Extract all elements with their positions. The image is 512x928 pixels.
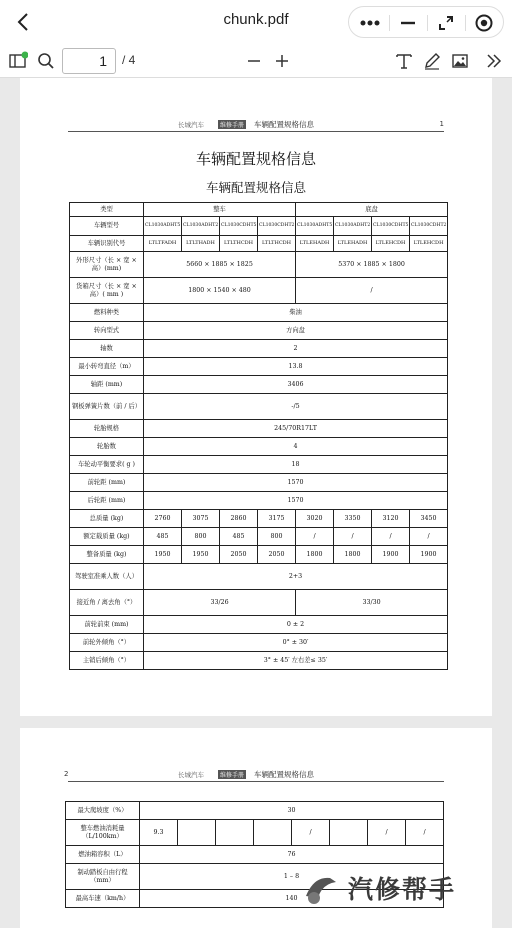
header-page-number: 1 — [439, 120, 444, 128]
table-cell: 0° ± 30′ — [144, 634, 448, 652]
table-cell: 1900 — [372, 546, 410, 564]
table-cell: 3175 — [258, 510, 296, 528]
header-tag: 维修手册 — [220, 772, 245, 779]
more-dots-icon — [359, 19, 381, 27]
table-cell: 3° ± 45′ 左右差≤ 35′ — [144, 652, 448, 670]
table-cell: 800 — [258, 528, 296, 546]
page-title: 车辆配置规格信息 — [195, 150, 316, 168]
table-cell: LTLTHCDH — [258, 236, 296, 252]
table-cell — [178, 820, 216, 846]
table-cell: 3075 — [182, 510, 220, 528]
page-header — [64, 770, 444, 782]
table-row — [70, 528, 448, 546]
table-row — [70, 634, 448, 652]
table-cell: 前轮距 (mm) — [70, 474, 144, 492]
table-cell: 轮胎规格 — [70, 420, 144, 438]
table-cell: LTLEHADH — [296, 236, 334, 252]
table-cell: 3450 — [410, 510, 448, 528]
minimize-icon — [400, 15, 416, 31]
table-cell: 33/30 — [296, 590, 448, 616]
table-cell: LTLEHCDH — [410, 236, 448, 252]
table-cell: 3406 — [144, 376, 448, 394]
table-row — [70, 510, 448, 528]
table-cell: CL1030ADHT5 — [144, 217, 182, 236]
table-cell: CL1030ADHT2 — [334, 217, 372, 236]
table-row — [70, 252, 448, 278]
pdf-page-1 — [20, 78, 492, 716]
table-cell: LTLTFADH — [144, 236, 182, 252]
table-row — [66, 802, 444, 820]
table-cell: 总质量 (kg) — [70, 510, 144, 528]
pdf-toolbar — [0, 44, 512, 78]
header-tag: 维修手册 — [220, 122, 245, 129]
table-cell: 燃油箱容积（L） — [66, 846, 140, 864]
table-cell: 1570 — [144, 492, 448, 510]
table-cell: 0 ± 2 — [144, 616, 448, 634]
table-cell: 最小转弯直径（m） — [70, 358, 144, 376]
pen-icon — [423, 52, 441, 70]
table-cell: 2 — [144, 340, 448, 358]
table-row — [70, 236, 448, 252]
table-cell: 方向盘 — [144, 322, 448, 340]
table-cell: 1950 — [144, 546, 182, 564]
table-row — [66, 846, 444, 864]
table-cell: 1800 — [296, 546, 334, 564]
table-cell: 整备质量 (kg) — [70, 546, 144, 564]
table-cell: / — [410, 528, 448, 546]
image-tool-button[interactable] — [448, 49, 472, 73]
table-row — [70, 358, 448, 376]
table-cell: 前轮前束 (mm) — [70, 616, 144, 634]
table-cell: 轮胎数 — [70, 438, 144, 456]
header-title: 车辆配置规格信息 — [254, 120, 314, 129]
table-cell: 前轮外倾角（°） — [70, 634, 144, 652]
table-row — [70, 474, 448, 492]
minus-icon — [246, 53, 262, 69]
header-logo: 长城汽车 — [178, 771, 204, 779]
table-cell: 车轮动平衡要求( g ) — [70, 456, 144, 474]
table-cell: 最大爬坡度（%） — [66, 802, 140, 820]
table-row — [70, 217, 448, 236]
spec-table — [69, 202, 448, 670]
table-cell: 2050 — [220, 546, 258, 564]
table-cell: 类型 — [70, 203, 144, 217]
table-cell: 主销后倾角（°） — [70, 652, 144, 670]
table-cell: 18 — [144, 456, 448, 474]
table-row — [70, 203, 448, 217]
table-cell: 驾驶室准乘人数（人） — [70, 564, 144, 590]
table-cell: 轴数 — [70, 340, 144, 358]
search-icon — [37, 52, 55, 70]
watermark-logo-icon — [300, 868, 340, 908]
table-cell: 钢板弹簧片数（前 / 后） — [70, 394, 144, 420]
table-cell: 3120 — [372, 510, 410, 528]
close-window-button[interactable] — [465, 7, 503, 39]
table-cell: 76 — [140, 846, 444, 864]
table-row — [70, 340, 448, 358]
table-cell: 2+3 — [144, 564, 448, 590]
table-cell: 5370 × 1885 × 1800 — [296, 252, 448, 278]
annotate-button[interactable] — [420, 49, 444, 73]
table-cell: 后轮距 (mm) — [70, 492, 144, 510]
table-cell: LTLEHADH — [334, 236, 372, 252]
table-cell: 485 — [144, 528, 182, 546]
table-cell: 1800 — [334, 546, 372, 564]
table-cell: 4 — [144, 438, 448, 456]
table-cell: LTLEHCDH — [372, 236, 410, 252]
table-cell: 额定载质量 (kg) — [70, 528, 144, 546]
table-row — [66, 820, 444, 846]
text-tool-button[interactable] — [392, 49, 416, 73]
table-cell: 货箱尺寸（长 × 宽 × 高）( mm ) — [70, 278, 144, 304]
table-cell: 13.8 — [144, 358, 448, 376]
table-cell: 140 — [140, 890, 444, 908]
top-bar — [0, 0, 512, 44]
table-cell: 车辆型号 — [70, 217, 144, 236]
text-icon — [395, 52, 413, 70]
target-close-icon — [475, 14, 493, 32]
table-cell: CL1030ADHT2 — [182, 217, 220, 236]
table-cell: / — [296, 528, 334, 546]
table-cell: 33/26 — [144, 590, 296, 616]
table-cell: 800 — [182, 528, 220, 546]
table-cell: 燃料种类 — [70, 304, 144, 322]
table-cell: 2760 — [144, 510, 182, 528]
table-cell: 转向型式 — [70, 322, 144, 340]
table-cell: 最高车速（km/h） — [66, 890, 140, 908]
table-cell: 车辆识别代号 — [70, 236, 144, 252]
table-cell: 整车燃油消耗量（L/100km） — [66, 820, 140, 846]
table-cell: 整车 — [144, 203, 296, 217]
table-row — [70, 438, 448, 456]
table-cell: 制动踏板自由行程（mm） — [66, 864, 140, 890]
table-cell: / — [368, 820, 406, 846]
float-window-button[interactable] — [427, 7, 465, 39]
table-cell: CL1030CDHT2 — [410, 217, 448, 236]
table-cell: 3020 — [296, 510, 334, 528]
plus-icon — [274, 53, 290, 69]
table-cell — [254, 820, 292, 846]
table-cell: 1900 — [410, 546, 448, 564]
table-cell: 柴油 — [144, 304, 448, 322]
header-logo: 长城汽车 — [178, 121, 204, 129]
table-cell: 接近角 / 离去角（°） — [70, 590, 144, 616]
zoom-out-button[interactable] — [242, 49, 266, 73]
table-cell: -/5 — [144, 394, 448, 420]
table-cell: 245/70R17LT — [144, 420, 448, 438]
table-cell: / — [292, 820, 330, 846]
table-row — [70, 420, 448, 438]
double-chevron-right-icon — [485, 52, 503, 70]
watermark-text: 汽修帮手 — [348, 875, 457, 904]
table-row — [70, 376, 448, 394]
table-cell: 1570 — [144, 474, 448, 492]
table-row — [70, 616, 448, 634]
table-cell: 9.3 — [140, 820, 178, 846]
table-cell: LTLTHADH — [182, 236, 220, 252]
table-row — [70, 492, 448, 510]
minimize-button[interactable] — [389, 7, 427, 39]
table-cell: 2860 — [220, 510, 258, 528]
page-number-input[interactable]: 1 — [62, 48, 116, 74]
search-button[interactable] — [34, 49, 58, 73]
table-cell: 3350 — [334, 510, 372, 528]
table-cell: CL1030ADHT5 — [296, 217, 334, 236]
window-controls — [348, 6, 504, 38]
table-cell: / — [372, 528, 410, 546]
table-row — [70, 394, 448, 420]
table-cell: CL1030CDHT2 — [258, 217, 296, 236]
table-cell: 1800 × 1540 × 480 — [144, 278, 296, 304]
table-cell: / — [406, 820, 444, 846]
header-title: 车辆配置规格信息 — [254, 770, 314, 779]
page-total: / 4 — [122, 53, 136, 67]
table-cell: / — [334, 528, 372, 546]
table-cell: 外形尺寸（长 × 宽 × 高）(mm) — [70, 252, 144, 278]
more-tools-button[interactable] — [482, 49, 506, 73]
thumbnails-button[interactable] — [6, 49, 30, 73]
table-row — [70, 322, 448, 340]
table-cell: CL1030CDHT5 — [372, 217, 410, 236]
table-cell: 底盘 — [296, 203, 448, 217]
table-row — [70, 304, 448, 322]
table-cell: 轴距 (mm) — [70, 376, 144, 394]
table-cell: 485 — [220, 528, 258, 546]
float-window-icon — [438, 15, 454, 31]
table-row — [70, 590, 448, 616]
table-cell: 5660 × 1885 × 1825 — [144, 252, 296, 278]
sidebar-icon — [8, 51, 28, 71]
table-row — [70, 456, 448, 474]
watermark — [300, 862, 512, 914]
table-cell: 1950 — [182, 546, 220, 564]
table-row — [70, 546, 448, 564]
image-icon — [451, 52, 469, 70]
table-cell: 1 – 8 — [140, 864, 444, 890]
zoom-in-button[interactable] — [270, 49, 294, 73]
table-cell: 2050 — [258, 546, 296, 564]
table-cell — [216, 820, 254, 846]
page-subtitle: 车辆配置规格信息 — [205, 180, 306, 195]
table-cell — [330, 820, 368, 846]
header-page-number: 2 — [64, 770, 69, 778]
table-row — [70, 278, 448, 304]
table-row — [70, 652, 448, 670]
table-cell: LTLTHCDH — [220, 236, 258, 252]
page-header — [68, 120, 444, 132]
table-cell: CL1030CDHT5 — [220, 217, 258, 236]
table-cell: 30 — [140, 802, 444, 820]
table-row — [70, 564, 448, 590]
table-cell: / — [296, 278, 448, 304]
more-button[interactable] — [351, 7, 389, 39]
file-title: chunk.pdf — [223, 11, 289, 28]
